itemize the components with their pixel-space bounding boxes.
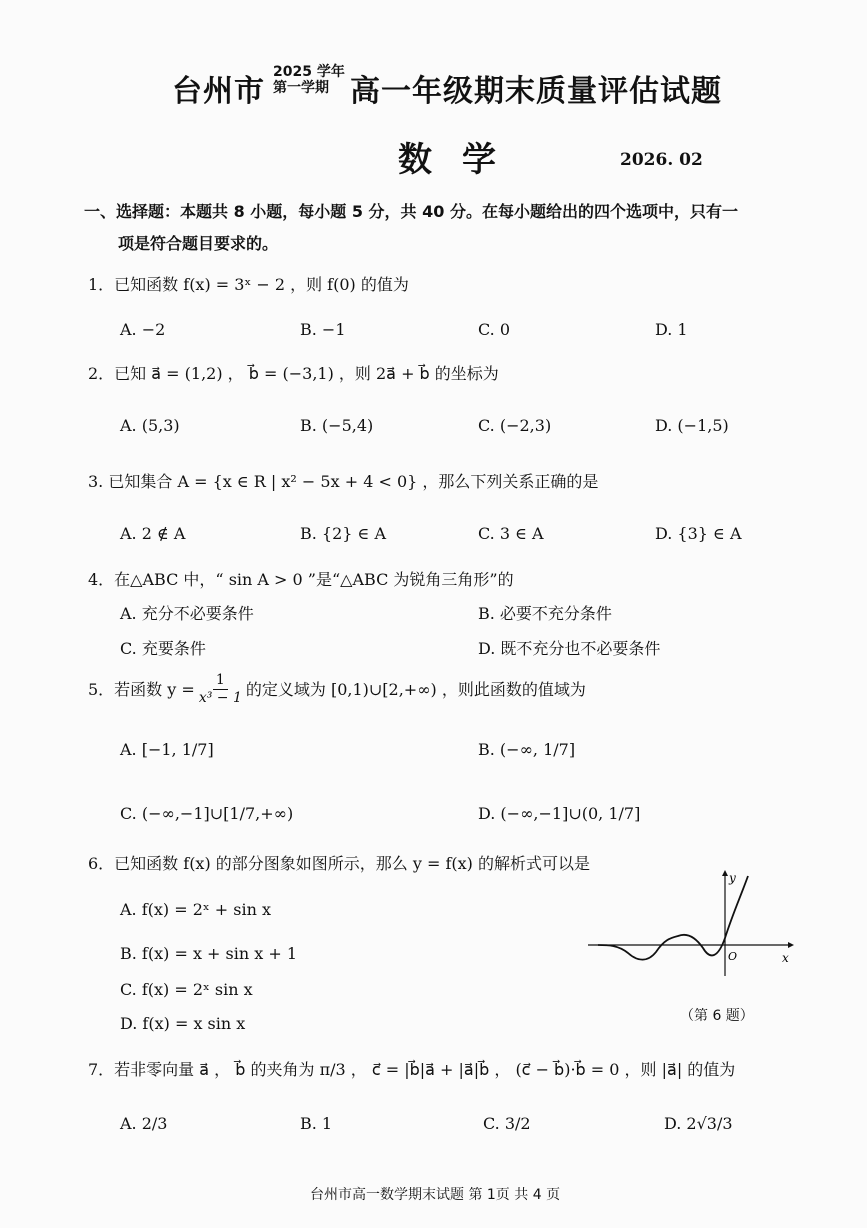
q3-option-b[interactable]: B. {2} ∈ A	[300, 524, 387, 543]
title-year	[273, 64, 345, 96]
q5-frac-den: x³ − 1	[198, 690, 242, 706]
q4-option-c[interactable]: C. 充要条件	[120, 639, 206, 658]
q5-fraction	[199, 672, 242, 707]
q4-option-d[interactable]: D. 既不充分也不必要条件	[478, 639, 661, 658]
question-4-stem: 4．在△ABC 中，“ sin A > 0 ”是“△ABC 为锐角三角形”的	[88, 570, 514, 589]
subject-title: 数学	[398, 140, 526, 180]
q1-option-c[interactable]: C. 0	[478, 320, 511, 339]
title-city: 台州市	[172, 74, 265, 109]
graph-x-label: x	[782, 951, 789, 965]
q4-option-a[interactable]: A. 充分不必要条件	[120, 604, 254, 623]
q6-function-graph	[588, 868, 798, 978]
q7-option-c[interactable]: C. 3/2	[483, 1114, 531, 1133]
q6-option-b[interactable]: B. f(x) = x + sin x + 1	[120, 944, 298, 963]
q1-option-b[interactable]: B. −1	[300, 320, 346, 339]
graph-x-arrow	[788, 942, 794, 948]
q2-option-b[interactable]: B. (−5,4)	[300, 416, 374, 435]
q5-stem-pre: 5．若函数 y =	[88, 679, 195, 699]
q5-option-a[interactable]: A. [−1, 1/7]	[120, 740, 214, 759]
question-7-stem: 7．若非零向量 a⃗ ， b⃗ 的夹角为 π/3 ， c⃗ = |b⃗|a⃗ + |a⃗|b⃗ ， (c⃗ − b⃗)·b⃗ = 0 ，则 |a⃗| 的值为	[88, 1060, 736, 1079]
q3-option-c[interactable]: C. 3 ∈ A	[478, 524, 544, 543]
q7-option-b[interactable]: B. 1	[300, 1114, 333, 1133]
q5-stem-post: 的定义域为 [0,1)∪[2,+∞) ，则此函数的值域为	[245, 679, 586, 699]
q6-figure-caption: （第 6 题）	[680, 1008, 754, 1024]
title-year-line1: 2025 学年	[273, 64, 345, 80]
question-6-stem: 6．已知函数 f(x) 的部分图象如图所示，那么 y = f(x) 的解析式可以是	[88, 854, 591, 873]
exam-title: 高一年级期末质量评估试题	[350, 74, 722, 109]
q5-option-b[interactable]: B. (−∞, 1/7]	[478, 740, 576, 759]
question-1-stem: 1．已知函数 f(x) = 3ˣ − 2 ，则 f(0) 的值为	[88, 275, 409, 294]
q1-option-d[interactable]: D. 1	[655, 320, 688, 339]
exam-date: 2026. 02	[620, 150, 703, 170]
question-2-stem: 2．已知 a⃗ = (1,2) ， b⃗ = (−3,1) ，则 2a⃗ + b⃗ 的坐标为	[88, 364, 499, 383]
q4-option-b[interactable]: B. 必要不充分条件	[478, 604, 612, 623]
q3-option-a[interactable]: A. 2 ∉ A	[120, 524, 186, 543]
q6-option-a[interactable]: A. f(x) = 2ˣ + sin x	[120, 900, 272, 919]
q2-option-a[interactable]: A. (5,3)	[120, 416, 180, 435]
q3-option-d[interactable]: D. {3} ∈ A	[655, 524, 742, 543]
graph-origin-label: O	[728, 950, 738, 963]
section-heading	[84, 196, 738, 260]
q6-option-c[interactable]: C. f(x) = 2ˣ sin x	[120, 980, 253, 999]
q1-option-a[interactable]: A. −2	[120, 320, 166, 339]
q5-option-c[interactable]: C. (−∞,−1]∪[1/7,+∞)	[120, 804, 294, 823]
page-footer: 台州市高一数学期末试题 第 1页 共 4 页	[310, 1187, 561, 1203]
question-5-stem	[88, 672, 586, 707]
q7-option-a[interactable]: A. 2/3	[120, 1114, 168, 1133]
question-3-stem: 3. 已知集合 A = {x ∈ R | x² − 5x + 4 < 0} ，那么下列关系正确的是	[88, 472, 599, 491]
graph-y-label: y	[729, 871, 736, 885]
q2-option-c[interactable]: C. (−2,3)	[478, 416, 552, 435]
q5-option-d[interactable]: D. (−∞,−1]∪(0, 1/7]	[478, 804, 641, 823]
q2-option-d[interactable]: D. (−1,5)	[655, 416, 729, 435]
section-heading-line1: 一、选择题：本题共 8 小题，每小题 5 分，共 40 分。在每小题给出的四个选项中，只有一	[84, 202, 738, 221]
q5-frac-num: 1	[213, 672, 228, 690]
q7-option-d[interactable]: D. 2√3/3	[664, 1114, 733, 1133]
title-year-line2: 第一学期	[273, 80, 329, 96]
section-heading-line2: 项是符合题目要求的。	[118, 234, 279, 253]
graph-y-arrow	[722, 870, 728, 876]
q6-option-d[interactable]: D. f(x) = x sin x	[120, 1014, 246, 1033]
